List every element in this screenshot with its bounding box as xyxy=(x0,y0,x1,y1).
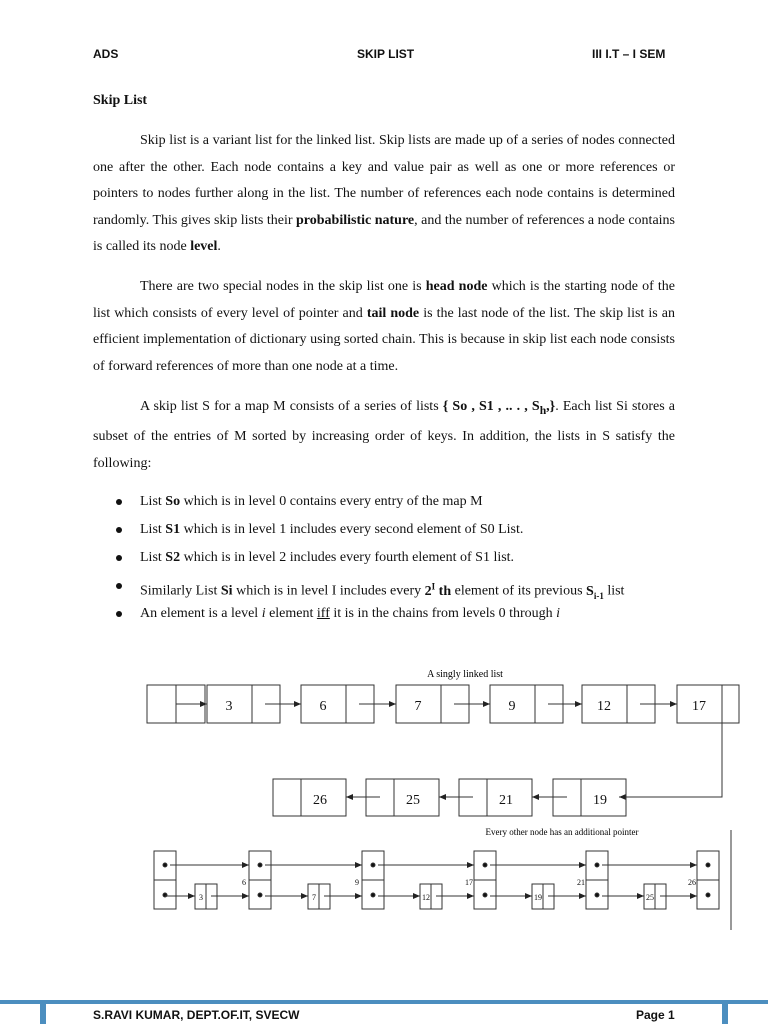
list-node-key: 26 xyxy=(313,793,327,808)
header-center: SKIP LIST xyxy=(357,47,415,61)
skip-node-key: 26 xyxy=(688,878,696,887)
bullet-item: List S1 which is in level 1 includes every second element of S0 List. xyxy=(93,517,624,545)
skip-list-figure xyxy=(0,655,768,955)
figure-caption-1: A singly linked list xyxy=(427,669,503,680)
list-node-key: 21 xyxy=(499,793,513,808)
bullet-item: An element is a level i element iff it is in the chains from levels 0 through i xyxy=(93,601,624,629)
list-node-key: 7 xyxy=(414,699,422,714)
list-node-key: 12 xyxy=(597,699,611,714)
figure-caption-2: Every other node has an additional pointer xyxy=(485,827,639,837)
bullet-list xyxy=(93,489,624,629)
paragraph-2: There are two special nodes in the skip list one is head node which is the starting node of the list which consists of every level of pointer and tail node is the last node of the list. The skip list is an efficient implementation of dictionary using sorted chain. This is because in skip list each node consists of forward references of more than one node at a time. xyxy=(93,279,676,374)
skip-node-key: 17 xyxy=(465,878,473,887)
skip-node-key: 3 xyxy=(199,893,203,902)
skip-node-key: 25 xyxy=(646,893,654,902)
skip-node-key: 19 xyxy=(534,893,542,902)
section-title: Skip List xyxy=(93,93,148,108)
skip-node-key: 12 xyxy=(422,893,430,902)
paragraph-1: Skip list is a variant list for the linked list. Skip lists are made up of a series of nodes connected one after the other. Each node contains a key and value pair as well as one or more references or pointers to nodes further along in the list. The number of references each node contains is determined randomly. This gives skip lists their probabilistic nature, and the number of references a node contains is called its node level. xyxy=(93,133,675,254)
list-node-key: 25 xyxy=(406,793,420,808)
list-node-key: 17 xyxy=(692,699,706,714)
footer-author: S.RAVI KUMAR, DEPT.OF.IT, SVECW xyxy=(93,1008,300,1022)
skip-node-key: 9 xyxy=(355,878,359,887)
list-node-key: 3 xyxy=(225,699,233,714)
footer-left-bar xyxy=(40,1004,46,1024)
list-node-key: 9 xyxy=(508,699,516,714)
footer-page-number: Page 1 xyxy=(636,1008,675,1022)
bullet-item: List S2 which is in level 2 includes every fourth element of S1 list. xyxy=(93,545,624,573)
bullet-item: Similarly List Si which is in level I includes every $2^I$ th element of its previous $S_{i-1}$ list xyxy=(93,573,624,601)
footer-rule xyxy=(0,1000,768,1004)
paragraph-3: A skip list S for a map M consists of a series of lists { So , S1 , .. . , $S_h$,}. Each list Si stores a subset of the entries of M sorted by increasing order of keys. In addition, the lists in S satisfy the following: xyxy=(93,399,675,471)
list-node-key: 19 xyxy=(593,793,607,808)
footer-right-bar xyxy=(722,1004,728,1024)
skip-node-key: 7 xyxy=(312,893,316,902)
list-node-key: 6 xyxy=(319,699,327,714)
header-left: ADS xyxy=(93,47,119,61)
skip-node-key: 6 xyxy=(242,878,246,887)
header-right: III I.T – I SEM xyxy=(592,47,666,61)
skip-node-key: 21 xyxy=(577,878,585,887)
bullet-item: List So which is in level 0 contains every entry of the map M xyxy=(93,489,624,517)
